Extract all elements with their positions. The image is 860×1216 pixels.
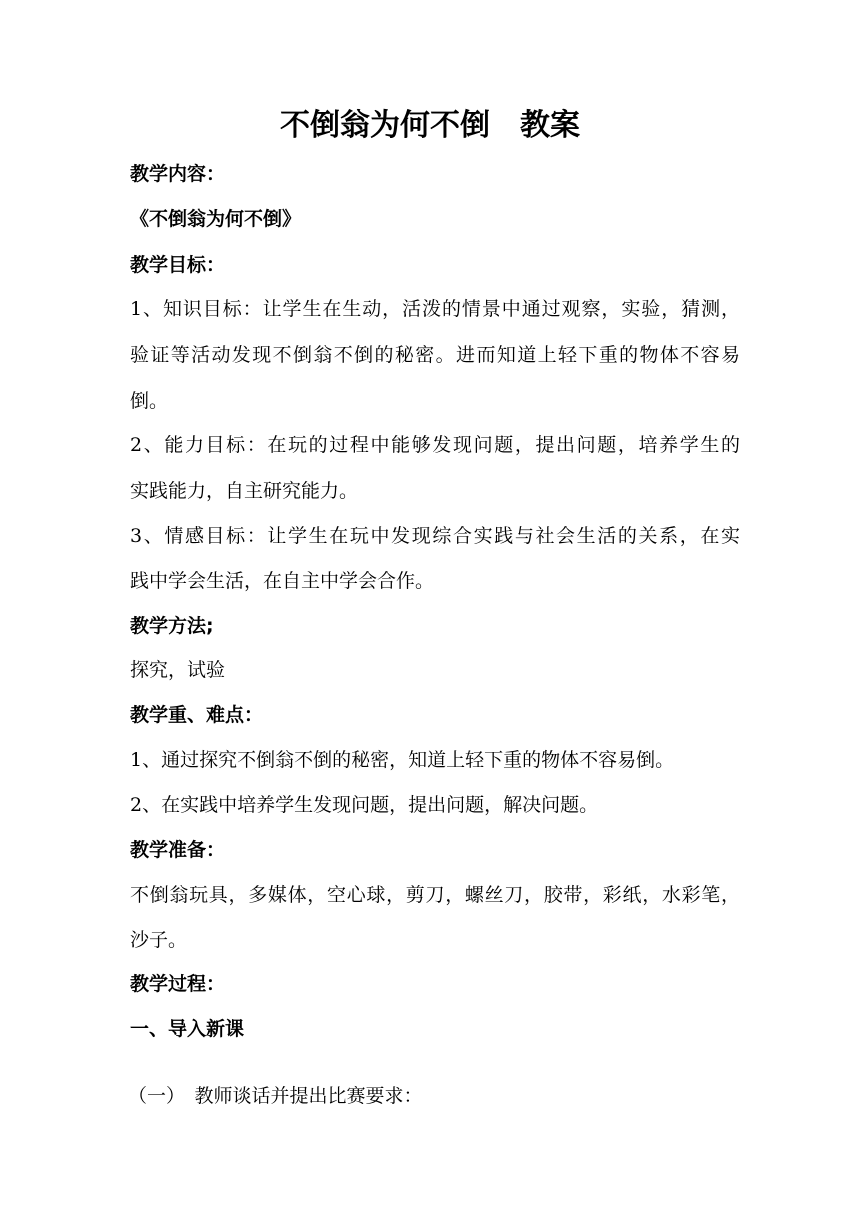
objective-3-line-2: 践中学会生活，在自主中学会合作。 [130,570,435,592]
objectives-heading: 教学目标： [130,254,226,276]
objective-1-line-1: 1、知识目标：让学生在生动，活泼的情景中通过观察，实验，猜测， [130,298,740,320]
content-text: 《不倒翁为何不倒》 [130,208,302,230]
subsection-1-text: （一） 教师谈话并提出比赛要求： [128,1085,423,1107]
method-heading: 教学方法; [130,615,214,637]
method-text: 探究，试验 [130,659,226,681]
objective-2-line-2: 实践能力，自主研究能力。 [130,480,359,502]
key-point-1: 1、通过探究不倒翁不倒的秘密，知道上轻下重的物体不容易倒。 [130,749,675,771]
objective-1-line-3: 倒。 [130,390,169,412]
process-heading: 教学过程： [130,973,226,995]
content-heading: 教学内容： [130,163,226,185]
objective-2-line-1: 2、能力目标：在玩的过程中能够发现问题，提出问题，培养学生的 [130,434,740,456]
prep-heading: 教学准备： [130,839,226,861]
document-title: 不倒翁为何不倒 教案 [280,108,580,143]
prep-text-line-2: 沙子。 [130,929,188,951]
key-heading: 教学重、难点： [130,704,264,726]
section-1-heading: 一、导入新课 [130,1018,245,1040]
objective-3-line-1: 3、情感目标：让学生在玩中发现综合实践与社会生活的关系，在实 [130,525,740,547]
objective-1-line-2: 验证等活动发现不倒翁不倒的秘密。进而知道上轻下重的物体不容易 [130,344,740,366]
key-point-2: 2、在实践中培养学生发现问题，提出问题，解决问题。 [130,794,599,816]
prep-text-line-1: 不倒翁玩具，多媒体，空心球，剪刀，螺丝刀，胶带，彩纸，水彩笔， [130,884,740,906]
